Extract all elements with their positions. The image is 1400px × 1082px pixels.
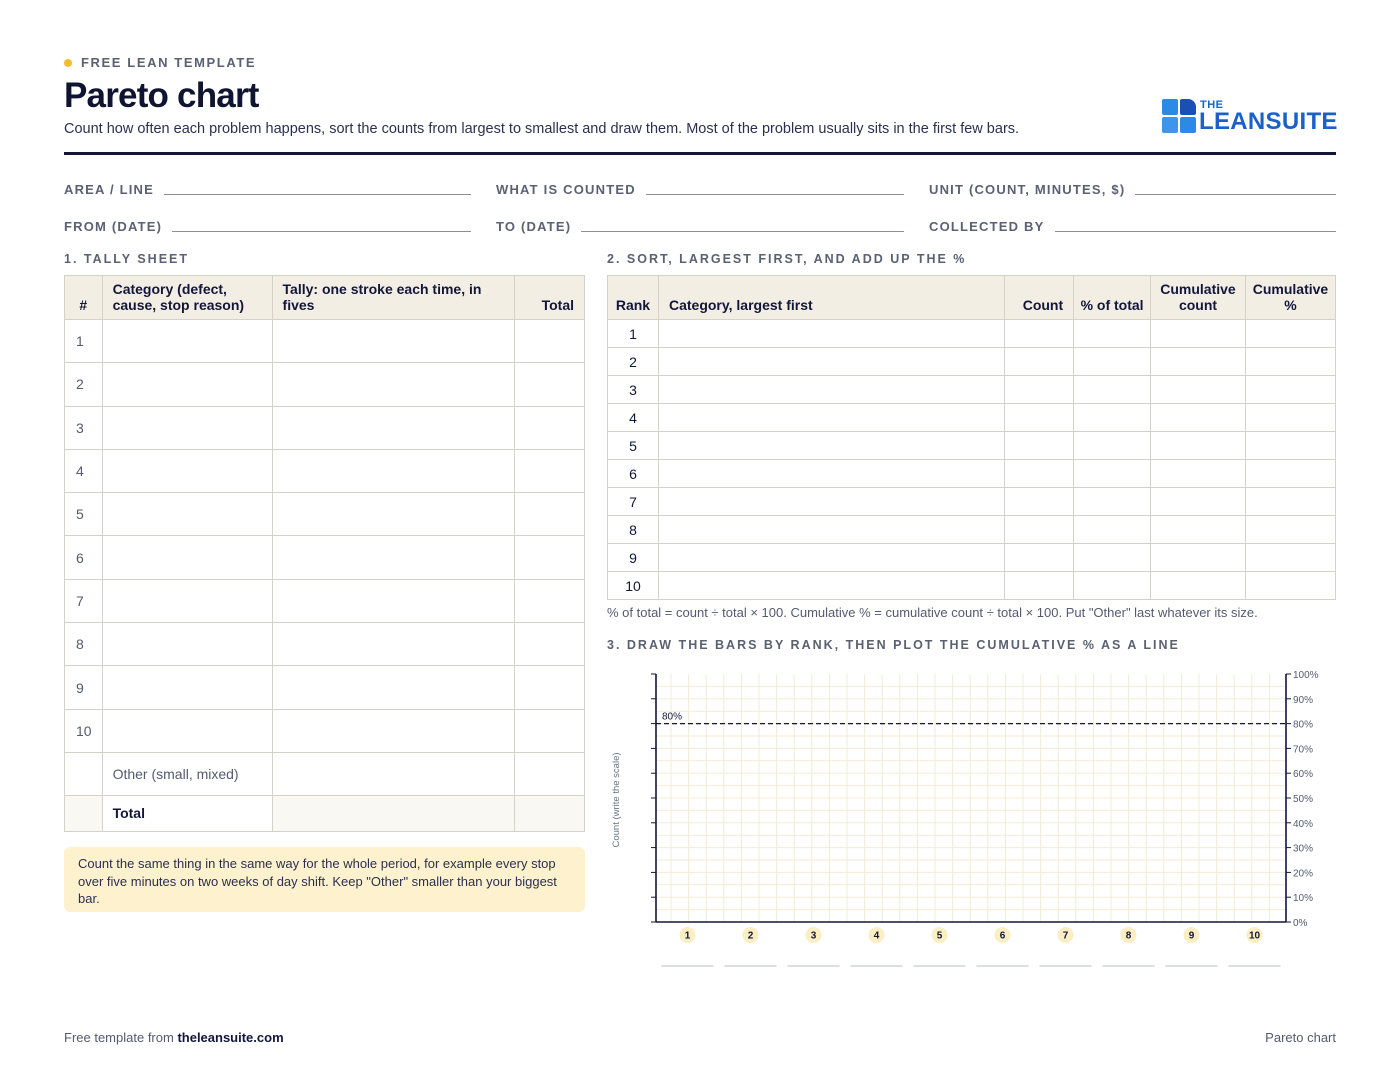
x-tick-label: 6 <box>999 930 1006 942</box>
to-line[interactable] <box>581 220 904 232</box>
collected-label: COLLECTED BY <box>929 219 1045 234</box>
x-tick-label: 9 <box>1188 930 1195 942</box>
sort-header-cum-pct: Cumulative % <box>1245 276 1335 320</box>
sort-count-cell[interactable] <box>1005 460 1074 488</box>
reference-line-label: 80% <box>662 711 683 723</box>
sort-cum-pct-cell[interactable] <box>1245 460 1335 488</box>
tally-category-cell[interactable] <box>102 493 272 536</box>
sort-rank: 1 <box>608 320 659 348</box>
chart-section-title: 3. DRAW THE BARS BY RANK, THEN PLOT THE CUMULATIVE % AS A LINE <box>607 638 1180 652</box>
sort-cum-pct-cell[interactable] <box>1245 544 1335 572</box>
sort-count-cell[interactable] <box>1005 404 1074 432</box>
eyebrow-text: FREE LEAN TEMPLATE <box>81 55 257 70</box>
sort-count-cell[interactable] <box>1005 516 1074 544</box>
tally-header-tally: Tally: one stroke each time, in fives <box>272 276 515 320</box>
tally-grand-total-cell[interactable] <box>515 795 585 831</box>
tally-category-cell[interactable] <box>102 579 272 622</box>
x-tick-label: 5 <box>936 930 943 942</box>
tally-total-cell[interactable] <box>515 752 585 795</box>
footer-right: Pareto chart <box>1265 1030 1336 1045</box>
sort-cum-pct-cell[interactable] <box>1245 348 1335 376</box>
tally-category-cell[interactable] <box>102 709 272 752</box>
sort-category-cell[interactable] <box>658 432 1004 460</box>
tally-row-number: 7 <box>65 579 103 622</box>
sort-category-cell[interactable] <box>658 348 1004 376</box>
tally-total-cell[interactable] <box>515 363 585 406</box>
sort-rank: 5 <box>608 432 659 460</box>
tally-row-number: 6 <box>65 536 103 579</box>
x-tick-label: 10 <box>1248 930 1261 942</box>
tally-category-cell[interactable] <box>102 623 272 666</box>
sort-row <box>608 544 1336 572</box>
sort-category-cell[interactable] <box>658 516 1004 544</box>
sort-header-category: Category, largest first <box>658 276 1004 320</box>
tally-section-title: 1. TALLY SHEET <box>64 252 190 266</box>
tally-row-total <box>65 795 585 831</box>
sort-count-cell[interactable] <box>1005 320 1074 348</box>
tally-row-number: 8 <box>65 623 103 666</box>
unit-label: UNIT (COUNT, MINUTES, $) <box>929 182 1126 197</box>
y-right-tick-label: 50% <box>1293 794 1314 805</box>
sort-category-cell[interactable] <box>658 488 1004 516</box>
sort-cum-pct-cell[interactable] <box>1245 432 1335 460</box>
tally-row-number: 9 <box>65 666 103 709</box>
tally-header-num: # <box>65 276 103 320</box>
sort-header-pct: % of total <box>1074 276 1151 320</box>
tally-category-cell[interactable] <box>102 666 272 709</box>
to-label: TO (DATE) <box>496 219 572 234</box>
sort-pct-cell[interactable] <box>1074 404 1151 432</box>
sort-cum-count-cell[interactable] <box>1151 320 1246 348</box>
sort-pct-cell[interactable] <box>1074 376 1151 404</box>
footer-left <box>64 1030 284 1045</box>
sort-row <box>608 320 1336 348</box>
from-line[interactable] <box>172 220 471 232</box>
sort-count-cell[interactable] <box>1005 488 1074 516</box>
tally-total-cell[interactable] <box>515 449 585 492</box>
sort-row <box>608 348 1336 376</box>
tally-row <box>65 709 585 752</box>
tally-row-number: 2 <box>65 363 103 406</box>
tally-row-number: 3 <box>65 406 103 449</box>
sort-rank: 4 <box>608 404 659 432</box>
logo-square-icon <box>1180 99 1196 115</box>
tally-category-cell[interactable] <box>102 449 272 492</box>
sort-pct-cell[interactable] <box>1074 516 1151 544</box>
tally-row-number: 5 <box>65 493 103 536</box>
y-right-tick-label: 20% <box>1293 868 1314 880</box>
tally-header-category: Category (defect, cause, stop reason) <box>102 276 272 320</box>
sort-category-cell[interactable] <box>658 460 1004 488</box>
page-subtitle: Count how often each problem happens, sort the counts from largest to smallest and draw them. Most of the problem usually sits in the first few bars. <box>64 121 1020 137</box>
sort-count-cell[interactable] <box>1005 572 1074 600</box>
counted-field[interactable] <box>496 182 904 197</box>
sort-cum-count-cell[interactable] <box>1151 376 1246 404</box>
sort-pct-cell[interactable] <box>1074 320 1151 348</box>
y-right-tick-label: 0% <box>1293 918 1308 929</box>
tally-strokes-cell[interactable] <box>272 320 515 363</box>
tally-row-number: 1 <box>65 320 103 363</box>
sort-pct-cell[interactable] <box>1074 572 1151 600</box>
tally-strokes-cell[interactable] <box>272 623 515 666</box>
tally-total-cell[interactable] <box>515 623 585 666</box>
tally-total-cell[interactable] <box>515 320 585 363</box>
logo-square-icon <box>1180 117 1196 133</box>
tally-strokes-cell[interactable] <box>272 406 515 449</box>
sort-row <box>608 516 1336 544</box>
sort-cum-pct-cell[interactable] <box>1245 404 1335 432</box>
eyebrow-dot-icon <box>64 59 72 67</box>
sort-category-cell[interactable] <box>658 572 1004 600</box>
sort-cum-pct-cell[interactable] <box>1245 320 1335 348</box>
sort-count-cell[interactable] <box>1005 432 1074 460</box>
sort-cum-pct-cell[interactable] <box>1245 376 1335 404</box>
collected-field[interactable] <box>929 219 1336 234</box>
sort-cum-count-cell[interactable] <box>1151 544 1246 572</box>
sort-cum-count-cell[interactable] <box>1151 572 1246 600</box>
sort-cum-pct-cell[interactable] <box>1245 516 1335 544</box>
footer-site-link[interactable]: theleansuite.com <box>177 1030 284 1045</box>
x-tick-label: 3 <box>810 930 817 942</box>
unit-field[interactable] <box>929 182 1336 197</box>
tally-other-label: Other (small, mixed) <box>102 752 272 795</box>
y-right-tick-label: 60% <box>1293 769 1314 781</box>
sort-cum-count-cell[interactable] <box>1151 348 1246 376</box>
tally-strokes-cell[interactable] <box>272 449 515 492</box>
tally-strokes-cell[interactable] <box>272 363 515 406</box>
sort-rank: 10 <box>608 572 659 600</box>
area-label: AREA / LINE <box>64 182 155 197</box>
y-right-tick-label: 70% <box>1293 744 1314 756</box>
x-tick-label: 1 <box>684 930 691 942</box>
tally-row-number <box>65 752 103 795</box>
footer-prefix: Free template from <box>64 1030 178 1045</box>
sort-category-cell[interactable] <box>658 320 1004 348</box>
pareto-chart[interactable] <box>600 665 1340 975</box>
leansuite-logo <box>1162 99 1338 135</box>
tally-row <box>65 363 585 406</box>
sort-note: % of total = count ÷ total × 100. Cumulative % = cumulative count ÷ total × 100. Put "Other" last whatever its size. <box>607 605 1258 620</box>
tally-table <box>64 275 585 832</box>
sort-rank: 7 <box>608 488 659 516</box>
sort-rank: 6 <box>608 460 659 488</box>
tally-category-cell[interactable] <box>102 536 272 579</box>
collected-line[interactable] <box>1055 220 1336 232</box>
sort-pct-cell[interactable] <box>1074 348 1151 376</box>
tip-box: Count the same thing in the same way for the whole period, for example every stop over five minutes on two weeks of day shift. Keep "Other" smaller than your biggest bar. <box>64 847 585 912</box>
sort-count-cell[interactable] <box>1005 348 1074 376</box>
tally-strokes-cell[interactable] <box>272 709 515 752</box>
sort-rank: 3 <box>608 376 659 404</box>
sort-pct-cell[interactable] <box>1074 460 1151 488</box>
tally-total-cell[interactable] <box>515 579 585 622</box>
sort-category-cell[interactable] <box>658 404 1004 432</box>
area-line[interactable] <box>164 183 471 195</box>
tally-strokes-cell[interactable] <box>272 752 515 795</box>
y-axis-label: Count (write the scale) <box>611 752 622 848</box>
y-right-tick-label: 30% <box>1293 843 1314 855</box>
tally-strokes-cell <box>272 795 515 831</box>
sort-row <box>608 404 1336 432</box>
x-tick-label: 2 <box>747 930 754 942</box>
header-rule <box>64 152 1336 155</box>
sort-rank: 8 <box>608 516 659 544</box>
eyebrow <box>64 55 256 70</box>
logo-name: LEANSUITE <box>1199 108 1338 135</box>
sort-category-cell[interactable] <box>658 376 1004 404</box>
tally-row-other <box>65 752 585 795</box>
tally-row-number: 10 <box>65 709 103 752</box>
tally-category-cell[interactable] <box>102 320 272 363</box>
y-right-tick-label: 100% <box>1293 670 1319 681</box>
y-right-tick-label: 80% <box>1293 719 1314 731</box>
tally-row <box>65 666 585 709</box>
sort-cum-pct-cell[interactable] <box>1245 488 1335 516</box>
sort-section-title: 2. SORT, LARGEST FIRST, AND ADD UP THE % <box>607 252 967 266</box>
counted-label: WHAT IS COUNTED <box>496 182 636 197</box>
logo-square-icon <box>1162 99 1178 115</box>
area-field[interactable] <box>64 182 471 197</box>
x-tick-label: 8 <box>1125 930 1132 942</box>
sort-count-cell[interactable] <box>1005 376 1074 404</box>
sort-pct-cell[interactable] <box>1074 488 1151 516</box>
tally-row <box>65 320 585 363</box>
logo-square-icon <box>1162 117 1178 133</box>
sort-rank: 2 <box>608 348 659 376</box>
tally-row-number <box>65 795 103 831</box>
x-tick-label: 4 <box>873 930 880 942</box>
tally-header-total: Total <box>515 276 585 320</box>
tally-total-label: Total <box>102 795 272 831</box>
sort-cum-count-cell[interactable] <box>1151 516 1246 544</box>
sort-header-count: Count <box>1005 276 1074 320</box>
sort-pct-cell[interactable] <box>1074 544 1151 572</box>
logo-the: THE <box>1200 99 1224 111</box>
to-field[interactable] <box>496 219 904 234</box>
tally-strokes-cell[interactable] <box>272 579 515 622</box>
from-field[interactable] <box>64 219 471 234</box>
tally-row <box>65 449 585 492</box>
tally-row <box>65 536 585 579</box>
tally-row-number: 4 <box>65 449 103 492</box>
sort-cum-count-cell[interactable] <box>1151 488 1246 516</box>
sort-table <box>607 275 1336 600</box>
tally-total-cell[interactable] <box>515 406 585 449</box>
sort-header-rank: Rank <box>608 276 659 320</box>
sort-row <box>608 376 1336 404</box>
from-label: FROM (DATE) <box>64 219 163 234</box>
tally-row <box>65 493 585 536</box>
tally-strokes-cell[interactable] <box>272 493 515 536</box>
tally-total-cell[interactable] <box>515 536 585 579</box>
page-title: Pareto chart <box>64 76 259 115</box>
sort-row <box>608 572 1336 600</box>
x-tick-label: 7 <box>1062 930 1069 942</box>
sort-pct-cell[interactable] <box>1074 432 1151 460</box>
sort-cum-pct-cell[interactable] <box>1245 572 1335 600</box>
sort-row <box>608 488 1336 516</box>
tally-row <box>65 623 585 666</box>
sort-rank: 9 <box>608 544 659 572</box>
sort-row <box>608 460 1336 488</box>
tally-strokes-cell[interactable] <box>272 666 515 709</box>
tally-total-cell[interactable] <box>515 709 585 752</box>
tally-total-cell[interactable] <box>515 666 585 709</box>
unit-line[interactable] <box>1135 183 1336 195</box>
tally-category-cell[interactable] <box>102 406 272 449</box>
tally-total-cell[interactable] <box>515 493 585 536</box>
sort-count-cell[interactable] <box>1005 544 1074 572</box>
counted-line[interactable] <box>646 183 904 195</box>
tally-category-cell[interactable] <box>102 363 272 406</box>
sort-row <box>608 432 1336 460</box>
sort-cum-count-cell[interactable] <box>1151 432 1246 460</box>
tally-row <box>65 406 585 449</box>
y-right-tick-label: 90% <box>1293 694 1314 706</box>
y-right-tick-label: 10% <box>1293 893 1314 905</box>
sort-cum-count-cell[interactable] <box>1151 404 1246 432</box>
tally-strokes-cell[interactable] <box>272 536 515 579</box>
sort-category-cell[interactable] <box>658 544 1004 572</box>
y-right-tick-label: 40% <box>1293 818 1314 830</box>
tally-row <box>65 579 585 622</box>
sort-header-cum-count: Cumulative count <box>1151 276 1246 320</box>
sort-cum-count-cell[interactable] <box>1151 460 1246 488</box>
